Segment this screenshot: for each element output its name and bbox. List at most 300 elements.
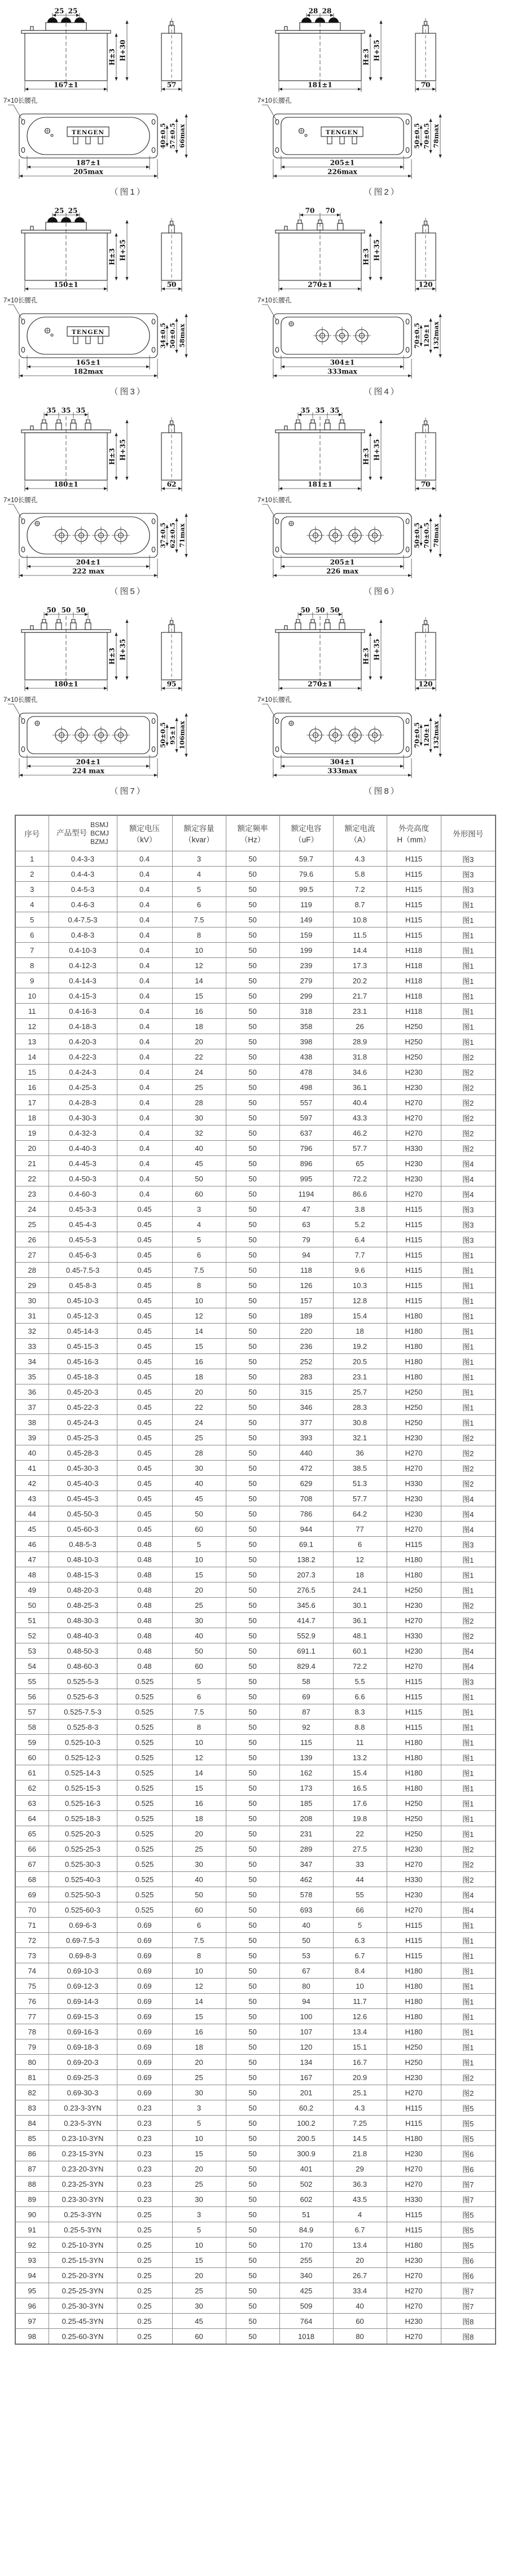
- table-cell: 图4: [441, 1522, 496, 1537]
- table-cell: 0.69-30-3: [49, 2085, 117, 2100]
- svg-text:270±1: 270±1: [308, 280, 332, 289]
- table-row: [15, 1522, 496, 1537]
- table-cell: 56: [15, 1689, 49, 1704]
- table-cell: 30: [172, 2085, 226, 2100]
- table-cell: 0.525: [117, 1674, 172, 1689]
- table-cell: 50: [226, 1720, 279, 1735]
- table-row: [15, 1202, 496, 1217]
- table-cell: 0.45-8-3: [49, 1278, 117, 1293]
- table-cell: 50: [226, 2085, 279, 2100]
- table-row: [15, 2146, 496, 2161]
- table-cell: 图2: [441, 1841, 496, 1857]
- figure-caption: （图3）: [110, 387, 147, 397]
- table-cell: 50: [226, 1445, 279, 1461]
- svg-text:57±0.5: 57±0.5: [168, 123, 177, 149]
- svg-text:70±0.5: 70±0.5: [422, 123, 431, 149]
- table-cell: H230: [387, 1506, 441, 1522]
- table-cell: 0.25-10-3YN: [49, 2237, 117, 2253]
- table-cell: 0.4: [117, 1156, 172, 1171]
- table-cell: 图1: [441, 1354, 496, 1369]
- table-cell: 47: [279, 1202, 333, 1217]
- table-cell: H270: [387, 1857, 441, 1872]
- figure-5: [0, 404, 254, 600]
- table-cell: H230: [387, 2253, 441, 2268]
- table-cell: 239: [279, 958, 333, 973]
- table-cell: 0.45-28-3: [49, 1445, 117, 1461]
- table-cell: 0.45: [117, 1247, 172, 1263]
- table-cell: 图1: [441, 1781, 496, 1796]
- table-cell: 50: [226, 2039, 279, 2055]
- svg-text:50: 50: [315, 606, 325, 614]
- table-cell: 图4: [441, 1171, 496, 1186]
- table-cell: 0.4: [117, 927, 172, 943]
- table-cell: 图6: [441, 2146, 496, 2161]
- table-cell: 0.69: [117, 1979, 172, 1994]
- svg-text:34±0.5: 34±0.5: [159, 323, 167, 349]
- table-row: [15, 2055, 496, 2070]
- table-row: [15, 1354, 496, 1369]
- table-cell: 93: [15, 2253, 49, 2268]
- table-cell: 72: [15, 1933, 49, 1948]
- table-cell: 0.23-30-3YN: [49, 2192, 117, 2207]
- table-cell: 0.4: [117, 1110, 172, 1126]
- table-cell: 51: [279, 2207, 333, 2222]
- table-cell: 100.2: [279, 2116, 333, 2131]
- table-row: [15, 1461, 496, 1476]
- table-cell: 50: [226, 958, 279, 973]
- table-cell: 0.69: [117, 1948, 172, 1963]
- svg-text:H±3: H±3: [362, 49, 370, 65]
- table-cell: 28: [172, 1445, 226, 1461]
- table-cell: 0.45-20-3: [49, 1384, 117, 1400]
- table-cell: 图5: [441, 2131, 496, 2146]
- table-cell: 2: [15, 867, 49, 882]
- svg-text:28: 28: [322, 7, 332, 15]
- col-header-3: 额定电压 （kV）: [117, 815, 172, 851]
- table-cell: 0.45-10-3: [49, 1293, 117, 1308]
- table-cell: H115: [387, 927, 441, 943]
- table-cell: 71: [15, 1918, 49, 1933]
- figure-caption: （图6）: [364, 587, 401, 596]
- table-cell: 55: [333, 1887, 387, 1902]
- table-cell: 50: [226, 1400, 279, 1415]
- table-cell: H330: [387, 1872, 441, 1887]
- table-cell: 157: [279, 1293, 333, 1308]
- table-cell: 15.4: [333, 1308, 387, 1324]
- table-cell: 22: [172, 1400, 226, 1415]
- table-cell: 115: [279, 1735, 333, 1750]
- table-cell: 50: [226, 1628, 279, 1643]
- table-cell: 18: [172, 1811, 226, 1826]
- table-cell: H118: [387, 1004, 441, 1019]
- table-cell: 94: [279, 1247, 333, 1263]
- table-cell: 6: [172, 1918, 226, 1933]
- table-cell: 0.48-40-3: [49, 1628, 117, 1643]
- table-cell: 50: [226, 1110, 279, 1126]
- table-cell: 50: [226, 2146, 279, 2161]
- table-cell: 0.4: [117, 1049, 172, 1065]
- table-cell: 3: [172, 2100, 226, 2116]
- table-cell: 50: [279, 1933, 333, 1948]
- table-cell: 29: [333, 2161, 387, 2177]
- table-row: [15, 2329, 496, 2345]
- table-cell: 图4: [441, 1506, 496, 1522]
- col-header-5: 额定频率 （Hz）: [226, 815, 279, 851]
- table-cell: 19.2: [333, 1339, 387, 1354]
- table-cell: 0.525-15-3: [49, 1781, 117, 1796]
- table-cell: 18: [333, 1324, 387, 1339]
- table-cell: 65: [333, 1156, 387, 1171]
- table-cell: 92: [279, 1720, 333, 1735]
- table-cell: 50: [226, 2283, 279, 2298]
- table-cell: 0.4: [117, 1019, 172, 1034]
- table-cell: 8.8: [333, 1720, 387, 1735]
- table-cell: 0.45: [117, 1369, 172, 1384]
- table-cell: 50: [226, 988, 279, 1004]
- table-cell: 3: [172, 2207, 226, 2222]
- table-cell: 4: [172, 1217, 226, 1232]
- table-cell: 0.69: [117, 2055, 172, 2070]
- table-cell: 414.7: [279, 1613, 333, 1628]
- table-cell: 15: [172, 988, 226, 1004]
- table-cell: 27.5: [333, 1841, 387, 1857]
- svg-text:304±1: 304±1: [330, 358, 355, 367]
- table-cell: 50: [226, 1415, 279, 1430]
- table-row: [15, 1811, 496, 1826]
- table-cell: 0.4-12-3: [49, 958, 117, 973]
- table-cell: 0.45: [117, 1339, 172, 1354]
- table-cell: 896: [279, 1156, 333, 1171]
- table-cell: 0.45-60-3: [49, 1522, 117, 1537]
- table-cell: 32: [15, 1324, 49, 1339]
- table-cell: 48.1: [333, 1628, 387, 1643]
- figure-4: [254, 204, 508, 401]
- table-cell: 0.525: [117, 1781, 172, 1796]
- table-cell: 22: [172, 1049, 226, 1065]
- table-cell: 50: [226, 2192, 279, 2207]
- table-cell: 0.4-10-3: [49, 943, 117, 958]
- table-cell: 58: [15, 1720, 49, 1735]
- table-cell: 28.9: [333, 1034, 387, 1049]
- table-cell: 图1: [441, 1384, 496, 1400]
- table-cell: H115: [387, 1278, 441, 1293]
- table-cell: 图2: [441, 1080, 496, 1095]
- table-cell: 50: [226, 1857, 279, 1872]
- table-cell: H270: [387, 2177, 441, 2192]
- table-cell: 4: [172, 867, 226, 882]
- table-cell: 图4: [441, 1902, 496, 1918]
- table-row: [15, 1430, 496, 1445]
- table-cell: H230: [387, 1887, 441, 1902]
- table-cell: 50: [226, 1552, 279, 1567]
- table-cell: 5.2: [333, 1217, 387, 1232]
- svg-text:205max: 205max: [73, 168, 103, 176]
- table-cell: 30.1: [333, 1598, 387, 1613]
- table-cell: 50: [226, 2177, 279, 2192]
- table-cell: 0.4: [117, 1171, 172, 1186]
- table-cell: 50: [226, 2237, 279, 2253]
- table-cell: 图4: [441, 1643, 496, 1659]
- table-cell: 91: [15, 2222, 49, 2237]
- table-cell: 图1: [441, 958, 496, 973]
- table-cell: 236: [279, 1339, 333, 1354]
- figure-8-views: [261, 605, 508, 695]
- table-row: [15, 1476, 496, 1491]
- table-cell: 30.8: [333, 1415, 387, 1430]
- svg-text:120±1: 120±1: [422, 723, 431, 747]
- table-cell: 0.45-30-3: [49, 1461, 117, 1476]
- table-cell: 0.4: [117, 867, 172, 882]
- table-cell: 40.4: [333, 1095, 387, 1110]
- table-cell: 31.8: [333, 1049, 387, 1065]
- table-row: [15, 2283, 496, 2298]
- table-cell: H250: [387, 1019, 441, 1034]
- svg-text:180±1: 180±1: [54, 680, 78, 688]
- table-cell: 69.1: [279, 1537, 333, 1552]
- table-cell: 393: [279, 1430, 333, 1445]
- table-cell: 图2: [441, 2070, 496, 2085]
- table-cell: 图1: [441, 2009, 496, 2024]
- table-cell: 28: [15, 1263, 49, 1278]
- table-cell: 0.4-20-3: [49, 1034, 117, 1049]
- table-cell: 0.25: [117, 2207, 172, 2222]
- table-cell: 0.525: [117, 1704, 172, 1720]
- svg-text:TENGEN: TENGEN: [72, 129, 104, 136]
- table-cell: 25: [15, 1217, 49, 1232]
- table-cell: 21: [15, 1156, 49, 1171]
- col-header-4: 额定容量 （kvar）: [172, 815, 226, 851]
- table-cell: 6: [333, 1537, 387, 1552]
- table-cell: 8: [172, 927, 226, 943]
- table-cell: 50: [226, 1918, 279, 1933]
- table-cell: 0.45: [117, 1263, 172, 1278]
- table-cell: 50: [226, 1217, 279, 1232]
- table-row: [15, 2070, 496, 2085]
- table-cell: H118: [387, 943, 441, 958]
- table-cell: 5: [15, 912, 49, 927]
- side-view-drawing: [398, 205, 452, 296]
- table-cell: 597: [279, 1110, 333, 1126]
- svg-text:H±3: H±3: [362, 448, 370, 465]
- table-cell: 16.7: [333, 2055, 387, 2070]
- svg-text:181±1: 181±1: [308, 480, 332, 489]
- table-cell: 84: [15, 2116, 49, 2131]
- table-cell: H118: [387, 973, 441, 988]
- table-cell: 0.25-15-3YN: [49, 2253, 117, 2268]
- table-cell: 0.525-5-3: [49, 1674, 117, 1689]
- figure-7-views: [7, 605, 254, 695]
- table-cell: 0.48-5-3: [49, 1537, 117, 1552]
- table-cell: 0.69-14-3: [49, 1994, 117, 2009]
- table-cell: 68: [15, 1872, 49, 1887]
- table-cell: 图1: [441, 988, 496, 1004]
- table-cell: 图4: [441, 1186, 496, 1202]
- spec-table: [15, 815, 496, 2345]
- table-cell: 12: [172, 1979, 226, 1994]
- table-cell: 0.4: [117, 1080, 172, 1095]
- table-cell: 50: [226, 2298, 279, 2314]
- table-cell: 0.525: [117, 1826, 172, 1841]
- table-cell: 图5: [441, 2222, 496, 2237]
- table-cell: 15.4: [333, 1765, 387, 1781]
- table-cell: 图1: [441, 943, 496, 958]
- table-cell: H180: [387, 1994, 441, 2009]
- table-cell: 64.2: [333, 1506, 387, 1522]
- table-row: [15, 1034, 496, 1049]
- table-cell: 4.3: [333, 851, 387, 867]
- table-cell: 50: [172, 1643, 226, 1659]
- table-cell: H230: [387, 1156, 441, 1171]
- table-cell: 78: [15, 2024, 49, 2039]
- table-cell: 40: [172, 1628, 226, 1643]
- table-cell: 图1: [441, 1263, 496, 1278]
- svg-text:50±0.5: 50±0.5: [159, 722, 167, 748]
- table-cell: 8: [172, 1720, 226, 1735]
- table-cell: 24: [172, 1065, 226, 1080]
- table-cell: 0.25-25-3YN: [49, 2283, 117, 2298]
- table-cell: 图1: [441, 1034, 496, 1049]
- table-cell: 0.23: [117, 2192, 172, 2207]
- table-cell: 60: [172, 1522, 226, 1537]
- table-cell: 图1: [441, 1415, 496, 1430]
- table-cell: H230: [387, 2070, 441, 2085]
- table-cell: H250: [387, 2055, 441, 2070]
- table-cell: 0.23-10-3YN: [49, 2131, 117, 2146]
- svg-text:204±1: 204±1: [76, 558, 101, 566]
- table-cell: 0.69: [117, 1918, 172, 1933]
- table-cell: 7.5: [172, 1704, 226, 1720]
- table-cell: 11.5: [333, 927, 387, 943]
- svg-text:35: 35: [330, 406, 340, 415]
- table-row: [15, 1339, 496, 1354]
- table-cell: 0.4-14-3: [49, 973, 117, 988]
- table-row: [15, 1095, 496, 1110]
- table-cell: 图2: [441, 1461, 496, 1476]
- table-cell: 0.48: [117, 1582, 172, 1598]
- table-cell: 33: [15, 1339, 49, 1354]
- table-cell: 50: [226, 1339, 279, 1354]
- table-cell: 50: [226, 1506, 279, 1522]
- table-cell: 0.4-8-3: [49, 927, 117, 943]
- table-cell: H115: [387, 851, 441, 867]
- table-cell: 0.525: [117, 1689, 172, 1704]
- table-cell: 图2: [441, 1476, 496, 1491]
- table-cell: 9: [15, 973, 49, 988]
- table-cell: 50: [226, 1613, 279, 1628]
- table-row: [15, 1537, 496, 1552]
- table-cell: 6: [172, 1689, 226, 1704]
- table-cell: 50: [226, 1278, 279, 1293]
- table-cell: 0.4-30-3: [49, 1110, 117, 1126]
- svg-text:H±3: H±3: [108, 648, 116, 665]
- table-cell: 36.1: [333, 1080, 387, 1095]
- table-row: [15, 2039, 496, 2055]
- table-cell: 20: [172, 1582, 226, 1598]
- table-cell: 13: [15, 1034, 49, 1049]
- table-cell: 50: [226, 1126, 279, 1141]
- table-row: [15, 1552, 496, 1567]
- table-cell: 0.45-40-3: [49, 1476, 117, 1491]
- svg-text:7×10长腰孔: 7×10长腰孔: [257, 697, 292, 704]
- table-cell: H250: [387, 1811, 441, 1826]
- table-cell: 162: [279, 1765, 333, 1781]
- table-cell: 0.4-6-3: [49, 897, 117, 912]
- table-cell: 401: [279, 2161, 333, 2177]
- table-cell: 0.525-10-3: [49, 1735, 117, 1750]
- table-cell: 图1: [441, 1324, 496, 1339]
- table-cell: 0.23-15-3YN: [49, 2146, 117, 2161]
- table-cell: 173: [279, 1781, 333, 1796]
- table-cell: 79: [15, 2039, 49, 2055]
- svg-text:25: 25: [54, 206, 64, 215]
- table-cell: 25: [172, 1430, 226, 1445]
- table-cell: 23.1: [333, 1369, 387, 1384]
- table-cell: 20: [172, 2161, 226, 2177]
- table-cell: 52: [15, 1628, 49, 1643]
- table-cell: 40: [172, 1872, 226, 1887]
- table-cell: 185: [279, 1796, 333, 1811]
- table-cell: 22: [333, 1826, 387, 1841]
- table-cell: H115: [387, 2116, 441, 2131]
- table-cell: 50: [226, 2207, 279, 2222]
- table-cell: 149: [279, 912, 333, 927]
- svg-text:70: 70: [305, 206, 315, 215]
- table-row: [15, 1400, 496, 1415]
- table-cell: 25: [172, 1841, 226, 1857]
- table-cell: 0.525-40-3: [49, 1872, 117, 1887]
- table-cell: 44: [15, 1506, 49, 1522]
- table-cell: 6.7: [333, 1948, 387, 1963]
- table-cell: 0.525: [117, 1811, 172, 1826]
- table-cell: 22: [15, 1171, 49, 1186]
- table-cell: 53: [15, 1643, 49, 1659]
- table-cell: 99.5: [279, 882, 333, 897]
- table-cell: 0.45-3-3: [49, 1202, 117, 1217]
- front-view-drawing: [7, 405, 137, 495]
- table-cell: 90: [15, 2207, 49, 2222]
- table-cell: 50: [226, 1537, 279, 1552]
- table-cell: 0.69: [117, 2070, 172, 2085]
- svg-text:35: 35: [46, 406, 56, 415]
- table-cell: 347: [279, 1857, 333, 1872]
- table-row: [15, 1598, 496, 1613]
- top-view-drawing: [2, 96, 197, 183]
- table-cell: 图4: [441, 1659, 496, 1674]
- table-cell: 502: [279, 2177, 333, 2192]
- svg-text:106max: 106max: [178, 720, 186, 750]
- table-row: [15, 2237, 496, 2253]
- top-view-drawing: [256, 695, 451, 783]
- figure-3-views: [7, 205, 254, 296]
- front-view-drawing: [261, 405, 391, 495]
- table-cell: 0.45: [117, 1354, 172, 1369]
- svg-text:40±0.5: 40±0.5: [159, 123, 167, 149]
- table-cell: H250: [387, 1400, 441, 1415]
- table-cell: 0.4: [117, 1034, 172, 1049]
- table-cell: 0.4: [117, 1004, 172, 1019]
- table-row: [15, 2116, 496, 2131]
- table-cell: 25.1: [333, 2085, 387, 2100]
- table-cell: H270: [387, 1613, 441, 1628]
- table-row: [15, 1796, 496, 1811]
- table-cell: 50: [226, 1582, 279, 1598]
- table-cell: 255: [279, 2253, 333, 2268]
- svg-text:7×10长腰孔: 7×10长腰孔: [257, 98, 292, 104]
- svg-text:205±1: 205±1: [330, 558, 355, 566]
- svg-text:70: 70: [421, 480, 431, 489]
- table-row: [15, 1384, 496, 1400]
- table-cell: 0.45-14-3: [49, 1324, 117, 1339]
